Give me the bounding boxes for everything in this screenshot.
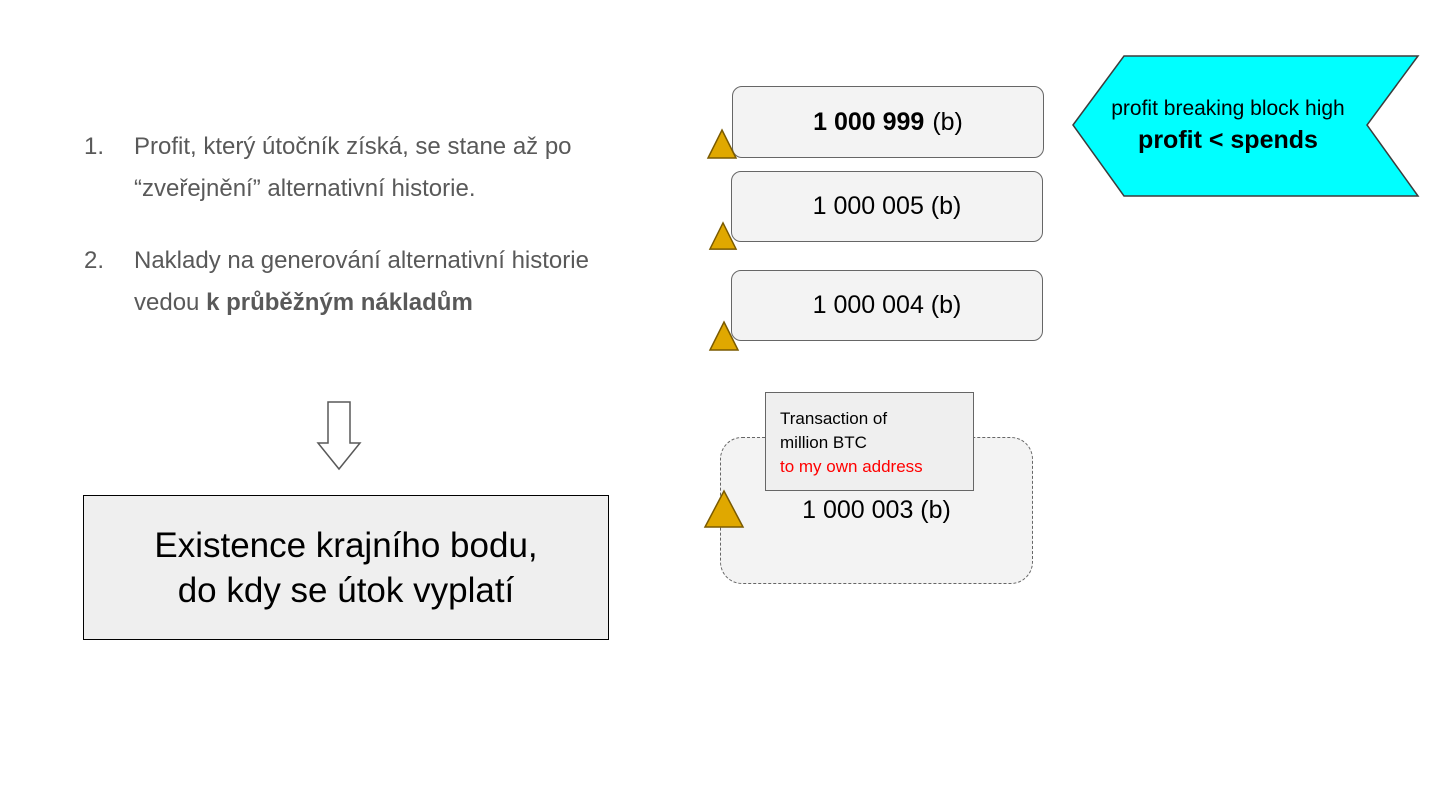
- list-item-bold-text: k průběžným nákladům: [206, 289, 473, 316]
- block-height-bold: 1 000 999: [813, 107, 925, 136]
- block-1000999: [732, 86, 1044, 158]
- bullet-list: [84, 126, 604, 324]
- transaction-note: [765, 392, 974, 491]
- conclusion-box: [83, 495, 609, 640]
- warning-triangle-icon: [708, 320, 740, 352]
- conclusion-line-1: Existence krajního bodu,: [154, 525, 538, 565]
- note-line-1: Transaction of: [780, 409, 888, 428]
- list-item-text: Naklady na generování alternativní historie vedou: [134, 247, 589, 316]
- callout-line-2: profit < spends: [1138, 126, 1318, 154]
- list-item-text: Profit, který útočník získá, se stane až po “zveřejnění” alternativní historie.: [134, 133, 572, 202]
- list-item: [84, 240, 604, 324]
- warning-triangle-icon: [703, 489, 745, 529]
- block-label: 1 000 005 (b): [812, 192, 962, 220]
- block-1000005: [731, 171, 1043, 242]
- note-line-2: million BTC: [780, 433, 867, 452]
- block-suffix: (b): [932, 107, 963, 136]
- warning-triangle-icon: [708, 221, 738, 251]
- warning-triangle-icon: [706, 128, 738, 160]
- list-number: 2.: [84, 247, 105, 274]
- block-label: 1 000 003 (b): [802, 496, 951, 524]
- down-arrow-icon: [316, 401, 362, 471]
- note-line-3: to my own address: [780, 457, 923, 476]
- block-label: 1 000 004 (b): [812, 291, 962, 319]
- block-1000004: [731, 270, 1043, 341]
- callout-text: [1088, 95, 1368, 157]
- conclusion-line-2: do kdy se útok vyplatí: [177, 570, 515, 610]
- list-number: 1.: [84, 133, 105, 160]
- callout-line-1: profit breaking block high: [1111, 97, 1345, 120]
- list-item: [84, 126, 604, 210]
